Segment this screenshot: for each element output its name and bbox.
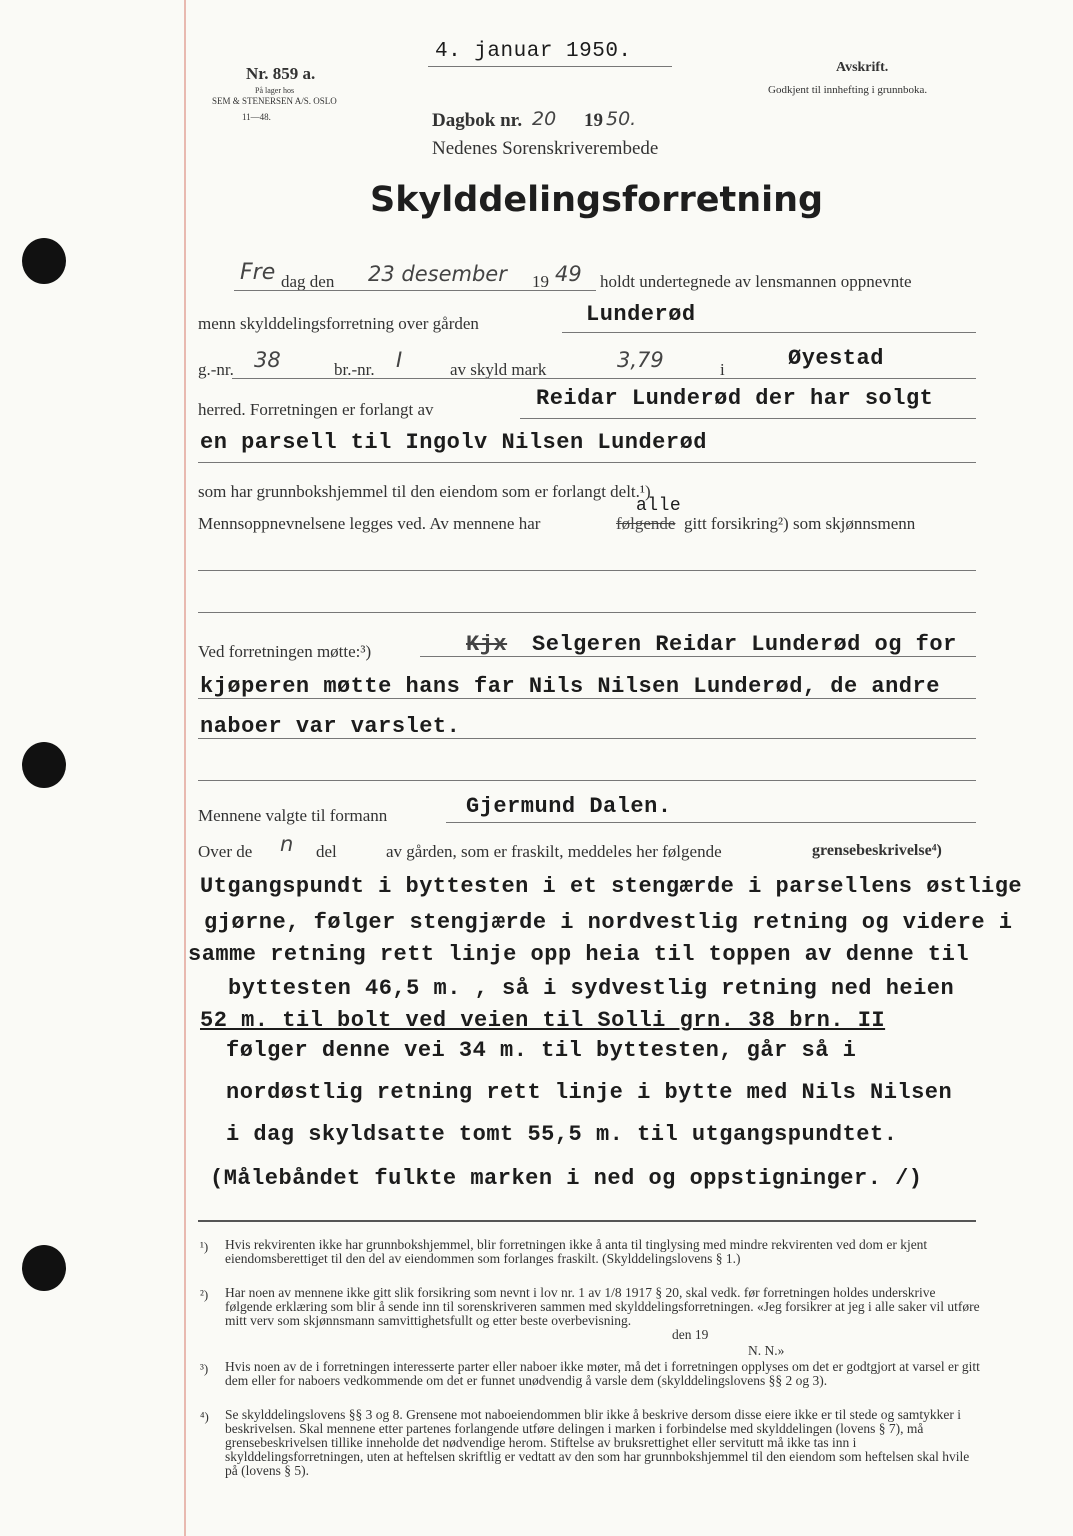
header-date: 4. januar 1950. — [435, 40, 632, 63]
line2-label: menn skylddelingsforretning over gården — [198, 314, 479, 333]
punch-hole — [22, 1245, 66, 1291]
attendee-line: kjøperen møtte hans far Nils Nilsen Lunderød, de andre — [200, 674, 940, 699]
footnote-text: Hvis noen av de i forretningen interesserte parter eller naboer ikke møter, må det i forretningen opplyses om det er godtgjort at varsel er gitt dem eller for naboers vedkommende om det er funnet unødvendig å varsle dem (skylddelingslovens §§ 2 og 3). — [225, 1359, 980, 1388]
attendee-line: naboer var varslet. — [200, 714, 461, 739]
copy-note: Godkjent til innhefting i grunnboka. — [768, 84, 928, 96]
attendee-line: Selgeren Reidar Lunderød og for — [532, 632, 957, 657]
gnr-value: 38 — [254, 348, 281, 372]
motte-underline — [420, 656, 976, 657]
formann-name: Gjermund Dalen. — [466, 794, 672, 819]
footnote-marker: ⁴) — [200, 1409, 209, 1424]
formann-underline — [446, 822, 976, 823]
date-hand: 23 desember — [368, 262, 507, 286]
line1-text: holdt undertegnede av lensmannen oppnevnte — [600, 272, 912, 291]
bnr-value: I — [396, 348, 403, 372]
over-text: av gården, som er fraskilt, meddeles her følgende — [386, 842, 722, 861]
over-hand: n — [280, 832, 294, 856]
description-line: byttesten 46,5 m. , så i sydvestlig retning ned heien — [228, 976, 955, 1001]
menn-line-end: gitt forsikring²) som skjønnsmenn — [684, 514, 916, 533]
description-line: 52 m. til bolt ved veien til Solli grn. 38 brn. II — [200, 1008, 886, 1033]
form-number: Nr. 859 a. — [246, 64, 316, 83]
footnote-text: Se skylddelingslovens §§ 3 og 8. Grensene mot naboeiendommen blir ikke å beskrive dersom disse eiere ikke er til stede og samtykker i beskrivelsen. Skal mennene etter partenes forlangende utføre delingen i marken i forbindelse med skylddelingen (lovens § 7), må grensebeskrivelsen tillike inneholde det nødvendige herom. Stiftelse av bruksrettighet eller servitutt må ikke tas inn i skylddelingsforretningen, uten at heftelsen skriftlig er vedtatt av den som har grunnbokshjemmel til den eiendom som heftelsen skal hvile på (lovens § 5). — [225, 1407, 970, 1478]
line3-underline — [232, 378, 976, 379]
description-line: gjørne, følger stengjærde i nordvestlig retning og videre i — [204, 910, 1013, 935]
document-title: Skylddelingsforretning — [370, 180, 824, 220]
i-label: i — [720, 360, 725, 379]
line4-underline — [520, 418, 976, 419]
skyld-value: 3,79 — [617, 348, 664, 372]
dagbok-year: 50. — [606, 108, 637, 130]
over-label: Over de — [198, 842, 253, 861]
menn-struck: følgende — [616, 514, 676, 533]
grunnbok-line: som har grunnbokshjemmel til den eiendom som er forlangt delt.¹) — [198, 482, 651, 501]
gnr-label: g.-nr. — [198, 360, 234, 379]
office-name: Nedenes Sorenskriverembede — [432, 138, 659, 159]
date-underline — [428, 66, 672, 67]
dagbok-number: 20 — [532, 108, 557, 130]
bnr-label: br.-nr. — [334, 360, 375, 379]
year-hand: 49 — [555, 262, 582, 286]
formann-label: Mennene valgte til formann — [198, 806, 388, 825]
footnote-signature: N. N.» — [748, 1343, 785, 1358]
publisher-line: På lager hos — [255, 86, 295, 95]
requester-line: Reidar Lunderød der har solgt — [536, 386, 934, 411]
over-bold: grensebeskrivelse⁴) — [812, 842, 942, 859]
footnote-marker: ³) — [200, 1361, 209, 1376]
blank-rule — [198, 612, 976, 613]
description-line: i dag skyldsatte tomt 55,5 m. til utgangspundtet. — [226, 1122, 898, 1147]
footnote-signature-date: den 19 — [672, 1327, 709, 1342]
description-line: nordøstlig retning rett linje i bytte med Nils Nilsen — [226, 1080, 953, 1105]
motte-underline — [198, 698, 976, 699]
dagbok-label: Dagbok nr. — [432, 110, 523, 131]
description-line: følger denne vei 34 m. til byttesten, går så i — [226, 1038, 857, 1063]
punch-hole — [22, 238, 66, 284]
publisher-line: SEM & STENERSEN A/S. OSLO — [212, 96, 337, 106]
footnote-text: Hvis rekvirenten ikke har grunnbokshjemmel, blir forretningen ikke å anta til tinglysing med mindre rekvirenten ved dom er kjent eiendomsberettiget til den del av eiendommen som forlanges fraskilt. (Skylddelingslovens § 1.) — [225, 1237, 928, 1266]
blank-rule — [198, 780, 976, 781]
herred-label: herred. Forretningen er forlangt av — [198, 400, 434, 419]
motte-underline — [198, 738, 976, 739]
farm-name: Lunderød — [586, 302, 696, 327]
line5-underline — [198, 462, 976, 463]
requester-line: en parsell til Ingolv Nilsen Lunderød — [200, 430, 707, 455]
motte-struck: Kjx — [466, 632, 508, 657]
footnote-divider — [198, 1220, 976, 1222]
description-line: (Målebåndet fulkte marken i ned og oppstigninger. /) — [210, 1166, 923, 1191]
publisher-line: 11—48. — [242, 112, 271, 122]
footnote-marker: ²) — [200, 1287, 209, 1302]
over-del: del — [316, 842, 337, 861]
day-hand: Fre — [240, 260, 276, 285]
motte-label: Ved forretningen møtte:³) — [198, 642, 372, 661]
skyld-label: av skyld mark — [450, 360, 547, 379]
menn-line: Mennsoppnevnelsene legges ved. Av mennene har — [198, 514, 541, 533]
description-line: Utgangspundt i byttesten i et stengærde i parsellens østlige — [200, 874, 1023, 899]
description-line: samme retning rett linje opp heia til toppen av denne til — [188, 942, 970, 967]
year-prefix: 19 — [532, 272, 549, 291]
menn-insert: alle — [636, 496, 682, 516]
day-suffix: dag den — [281, 272, 335, 291]
footnote-text: Har noen av mennene ikke gitt slik forsikring som nevnt i lov nr. 1 av 1/8 1917 § 20, skal vedk. før forretningen holdes underskrive følgende erklæring som blir å sende inn til sorenskriveren sammen med skylddelingsforretningen. «Jeg forsikrer at jeg i alle saker vil utføre mitt verv som skjønnsmann samvittighetsfullt og etter beste overbevisning. — [225, 1285, 980, 1328]
copy-label: Avskrift. — [836, 60, 889, 75]
punch-hole — [22, 742, 66, 788]
line2-underline — [562, 332, 976, 333]
footnote-marker: ¹) — [200, 1239, 209, 1254]
blank-rule — [198, 570, 976, 571]
herred-name: Øyestad — [788, 346, 884, 371]
margin-line — [184, 0, 186, 1536]
line1-underline — [234, 290, 596, 291]
dagbok-year-prefix: 19 — [584, 110, 603, 131]
